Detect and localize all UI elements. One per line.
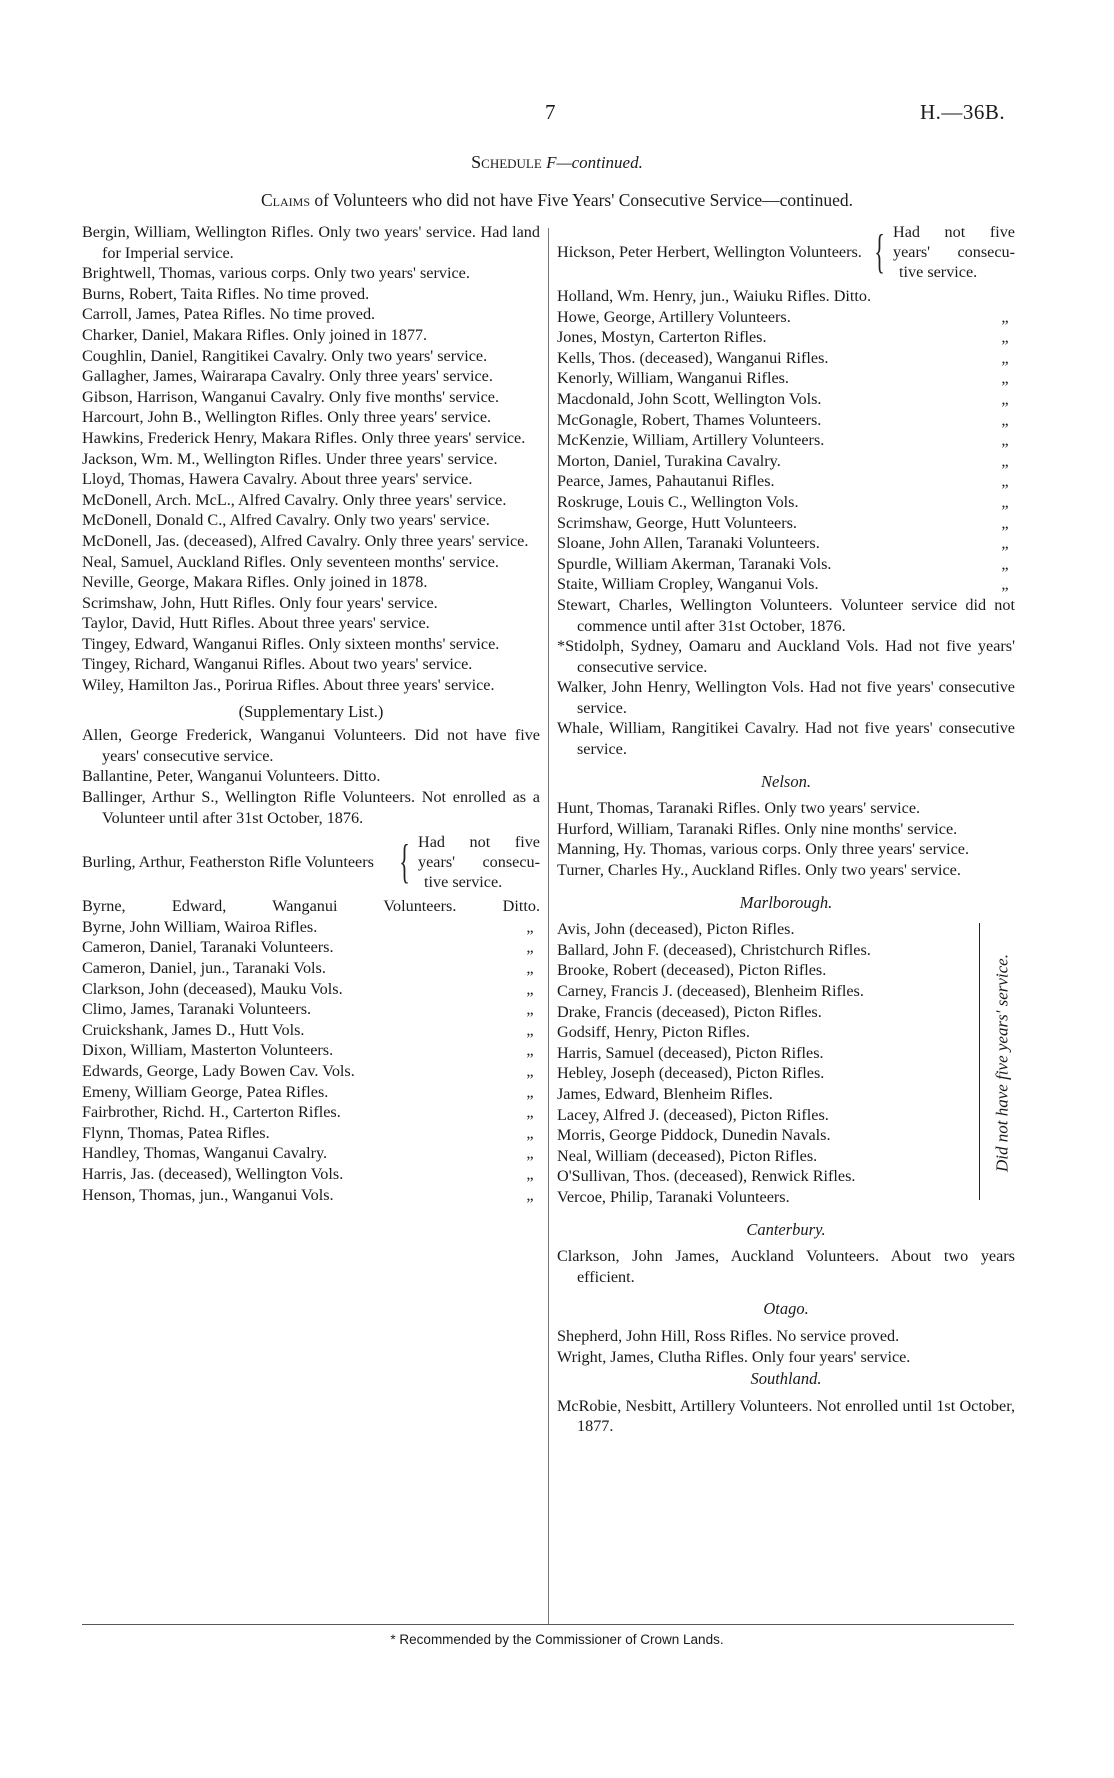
nelson-entry: Hurford, William, Taranaki Rifles. Only nine months' service. xyxy=(557,819,958,838)
ditto-mark: „ xyxy=(1001,389,1009,408)
ditto-mark: „ xyxy=(1001,410,1009,429)
supplementary-entry: Ballinger, Arthur S., Wellington Rifle Volunteers. Not enrolled as a Volunteer until after 31st October, 1876. xyxy=(82,788,540,827)
marlborough-entry: Brooke, Robert (deceased), Picton Rifles. xyxy=(557,961,827,980)
claim-entry: Burns, Robert, Taita Rifles. No time proved. xyxy=(82,284,370,303)
marlborough-entry: Lacey, Alfred J. (deceased), Picton Rifles. xyxy=(557,1105,829,1124)
ditto-entry-text: Roskruge, Louis C., Wellington Vols. xyxy=(557,492,799,511)
ditto-entry-text: Jones, Mostyn, Carterton Rifles. xyxy=(557,328,767,347)
claim-entry: Whale, William, Rangitikei Cavalry. Had not five years' consecutive service. xyxy=(557,719,1015,759)
marlborough-entry: James, Edward, Blenheim Rifles. xyxy=(557,1084,773,1103)
ditto-entry-text: McKenzie, William, Artillery Volunteers. xyxy=(557,431,825,450)
claim-entry: Tingey, Edward, Wanganui Rifles. Only sixteen months' service. xyxy=(82,634,500,653)
claim-entry: Gibson, Harrison, Wanganui Cavalry. Only five months' service. xyxy=(82,387,500,406)
ditto-mark: „ xyxy=(526,1000,534,1019)
claim-entry: Coughlin, Daniel, Rangitikei Cavalry. Only two years' service. xyxy=(82,346,488,365)
ditto-mark: „ xyxy=(526,1164,534,1183)
ditto-entry xyxy=(557,513,1015,534)
ditto-entry-text: Fairbrother, Richd. H., Carterton Rifles. xyxy=(82,1103,341,1122)
burling-note-line: years' consecu- xyxy=(418,853,540,872)
ditto-entry-text: Handley, Thomas, Wanganui Cavalry. xyxy=(82,1144,328,1163)
schedule-word: Schedule xyxy=(471,152,542,172)
right-column xyxy=(557,222,1015,1437)
claims-subtitle xyxy=(0,190,1114,211)
supplementary-entries-list xyxy=(82,725,540,828)
canterbury-entry: Clarkson, John James, Auckland Volunteers. About two years efficient. xyxy=(557,1247,1015,1286)
ditto-mark: „ xyxy=(1001,348,1009,367)
ditto-entry xyxy=(557,307,1015,328)
ditto-entry xyxy=(557,471,1015,492)
bottom-rule xyxy=(82,1624,1014,1625)
ditto-entry-text: Kells, Thos. (deceased), Wanganui Rifles. xyxy=(557,348,829,367)
ditto-mark: „ xyxy=(1001,307,1009,326)
ditto-entry xyxy=(82,979,540,1000)
claim-entry: Harcourt, John B., Wellington Rifles. Only three years' service. xyxy=(82,408,492,427)
ditto-mark: „ xyxy=(1001,492,1009,511)
marlborough-note xyxy=(991,919,1015,1207)
ditto-entry xyxy=(557,451,1015,472)
otago-entry: Shepherd, John Hill, Ross Rifles. No service proved. xyxy=(557,1326,900,1345)
ditto-entry xyxy=(82,999,540,1020)
ditto-entry xyxy=(557,574,1015,595)
ditto-entry-text: Morton, Daniel, Turakina Cavalry. xyxy=(557,451,781,470)
burling-note-line: tive service. xyxy=(424,873,503,892)
otago-entry: Wright, James, Clutha Rifles. Only four years' service. xyxy=(557,1347,911,1366)
hickson-name: Hickson, Peter Herbert, Wellington Volunteers. xyxy=(557,243,862,261)
ditto-mark: „ xyxy=(1001,575,1009,594)
ditto-mark: „ xyxy=(526,1123,534,1142)
ditto-entry xyxy=(82,1143,540,1164)
supplementary-entry: Allen, George Frederick, Wanganui Volunteers. Did not have five years' consecutive service. xyxy=(82,726,540,765)
claim-entry: Neville, George, Makara Rifles. Only joined in 1878. xyxy=(82,573,428,592)
page-number: 7 xyxy=(545,100,556,124)
claim-entry: Scrimshaw, John, Hutt Rifles. Only four years' service. xyxy=(82,593,438,612)
ditto-mark: „ xyxy=(1001,513,1009,532)
ditto-mark: „ xyxy=(1001,534,1009,553)
ditto-mark: „ xyxy=(526,1020,534,1039)
claim-entry: Taylor, David, Hutt Rifles. About three years' service. xyxy=(82,614,430,633)
ditto-entry-text: Byrne, John William, Wairoa Rifles. xyxy=(82,917,318,936)
ditto-entry xyxy=(82,1164,540,1185)
claim-entry: Jackson, Wm. M., Wellington Rifles. Under three years' service. xyxy=(82,449,498,468)
left-entries-list xyxy=(82,222,540,696)
ditto-entry xyxy=(557,348,1015,369)
claim-entry: Hawkins, Frederick Henry, Makara Rifles. Only three years' service. xyxy=(82,428,526,447)
ditto-entry xyxy=(557,533,1015,554)
ditto-entry-text: Sloane, John Allen, Taranaki Volunteers. xyxy=(557,534,820,553)
document-reference: H.—36B. xyxy=(920,100,1006,124)
nelson-heading: Nelson. xyxy=(761,771,811,791)
hickson-note-line: years' consecu- xyxy=(893,243,1015,261)
ditto-mark: „ xyxy=(1001,431,1009,450)
ditto-entry-text: Henson, Thomas, jun., Wanganui Vols. xyxy=(82,1185,334,1204)
claim-entry: Wiley, Hamilton Jas., Porirua Rifles. About three years' service. xyxy=(82,676,495,695)
claim-entry: McDonell, Jas. (deceased), Alfred Cavalry. Only three years' service. xyxy=(82,531,529,550)
marlborough-list xyxy=(557,919,969,1207)
canterbury-heading: Canterbury. xyxy=(746,1219,826,1239)
claims-word: Claims xyxy=(261,190,311,210)
burling-note xyxy=(418,832,540,892)
marlborough-entry: Harris, Samuel (deceased), Picton Rifles. xyxy=(557,1043,824,1062)
ditto-entry xyxy=(82,958,540,979)
right-after-list xyxy=(557,595,1015,760)
ditto-entry xyxy=(557,368,1015,389)
marlborough-entry: Avis, John (deceased), Picton Rifles. xyxy=(557,920,795,939)
marlborough-entry: Neal, William (deceased), Picton Rifles. xyxy=(557,1146,818,1165)
ditto-mark: „ xyxy=(526,938,534,957)
ditto-entry xyxy=(557,430,1015,451)
ditto-mark: „ xyxy=(526,1103,534,1122)
ditto-entry-text: Cameron, Daniel, jun., Taranaki Vols. xyxy=(82,959,326,977)
claim-entry: Walker, John Henry, Wellington Vols. Had not five years' consecutive service. xyxy=(557,678,1015,717)
ditto-entry xyxy=(557,554,1015,575)
brace-icon: { xyxy=(399,835,410,889)
claim-entry: Gallagher, James, Wairarapa Cavalry. Only three years' service. xyxy=(82,367,493,386)
southland-list xyxy=(557,1396,1015,1437)
southland-entry: McRobie, Nesbitt, Artillery Volunteers. Not enrolled until 1st October, 1877. xyxy=(557,1396,1015,1436)
burling-name: Burling, Arthur, Featherston Rifle Volunteers xyxy=(82,853,374,872)
marlborough-note-text: Did not have five years' service. xyxy=(992,954,1012,1173)
ditto-entry xyxy=(82,1061,540,1082)
hickson-note-line: tive service. xyxy=(899,263,978,281)
holland-entry: Holland, Wm. Henry, jun., Waiuku Rifles. Ditto. xyxy=(557,287,872,305)
nelson-entry: Turner, Charles Hy., Auckland Rifles. Only two years' service. xyxy=(557,861,961,880)
ditto-entry-text: Flynn, Thomas, Patea Rifles. xyxy=(82,1123,270,1142)
ditto-entry-text: Spurdle, William Akerman, Taranaki Vols. xyxy=(557,554,832,573)
marlborough-heading: Marlborough. xyxy=(739,892,833,912)
ditto-mark: „ xyxy=(526,917,534,936)
otago-list xyxy=(557,1326,1015,1367)
claim-entry: McDonell, Arch. McL., Alfred Cavalry. Only three years' service. xyxy=(82,490,507,509)
ditto-entry xyxy=(557,327,1015,348)
marlborough-entry: Ballard, John F. (deceased), Christchurch Rifles. xyxy=(557,940,871,959)
canterbury-list xyxy=(557,1246,1015,1287)
ditto-entry-text: Cruickshank, James D., Hutt Vols. xyxy=(82,1020,305,1039)
claim-entry: Bergin, William, Wellington Rifles. Only two years' service. Had land for Imperial service. xyxy=(82,223,540,262)
claim-entry: McDonell, Donald C., Alfred Cavalry. Only two years' service. xyxy=(82,511,490,530)
ditto-entry-text: Dixon, William, Masterton Volunteers. xyxy=(82,1041,334,1060)
hickson-entry xyxy=(557,222,1015,282)
left-column xyxy=(82,222,540,1205)
ditto-entry xyxy=(82,937,540,958)
ditto-entry-text: Emeny, William George, Patea Rifles. xyxy=(82,1082,329,1101)
ditto-entry-text: Staite, William Cropley, Wanganui Vols. xyxy=(557,575,819,594)
left-ditto-list xyxy=(82,917,540,1205)
burling-entry xyxy=(82,832,540,892)
ditto-entry xyxy=(557,492,1015,513)
ditto-entry-text: Howe, George, Artillery Volunteers. xyxy=(557,307,791,326)
claim-entry: Brightwell, Thomas, various corps. Only two years' service. xyxy=(82,264,470,283)
claim-entry: Lloyd, Thomas, Hawera Cavalry. About three years' service. xyxy=(82,470,473,489)
ditto-entry xyxy=(557,410,1015,431)
claims-rest: of Volunteers who did not have Five Years' Consecutive Service—continued. xyxy=(314,190,853,210)
ditto-mark: „ xyxy=(1001,451,1009,470)
marlborough-entry: Vercoe, Philip, Taranaki Volunteers. xyxy=(557,1187,790,1206)
ditto-entry-text: Kenorly, William, Wanganui Rifles. xyxy=(557,369,789,388)
marlborough-entry: O'Sullivan, Thos. (deceased), Renwick Rifles. xyxy=(557,1167,856,1186)
ditto-entry-text: Pearce, James, Pahautanui Rifles. xyxy=(557,472,775,491)
ditto-mark: „ xyxy=(526,959,534,977)
column-divider xyxy=(548,228,549,1624)
claim-entry: Carroll, James, Patea Rifles. No time proved. xyxy=(82,305,376,324)
ditto-entry xyxy=(82,1185,540,1206)
ditto-mark: „ xyxy=(526,979,534,998)
ditto-entry xyxy=(82,1102,540,1123)
marlborough-entry: Carney, Francis J. (deceased), Blenheim Rifles. xyxy=(557,982,864,1000)
marlborough-entry: Morris, George Piddock, Dunedin Navals. xyxy=(557,1126,831,1145)
supplementary-heading: (Supplementary List.) xyxy=(238,701,384,721)
burling-note-line: Had not five xyxy=(418,833,540,852)
ditto-entry-text: Scrimshaw, George, Hutt Volunteers. xyxy=(557,513,797,532)
ditto-mark: „ xyxy=(526,1061,534,1080)
marlborough-entry: Godsiff, Henry, Picton Rifles. xyxy=(557,1023,750,1042)
ditto-entry-text: Clarkson, John (deceased), Mauku Vols. xyxy=(82,979,343,998)
ditto-entry xyxy=(557,389,1015,410)
ditto-entry-text: Cameron, Daniel, Taranaki Volunteers. xyxy=(82,938,334,957)
byrne-edward-entry: Byrne, Edward, Wanganui Volunteers. Ditto. xyxy=(82,897,540,916)
marlborough-entry: Drake, Francis (deceased), Picton Rifles. xyxy=(557,1002,822,1021)
ditto-entry-text: Edwards, George, Lady Bowen Cav. Vols. xyxy=(82,1061,355,1080)
hickson-note-line: Had not five xyxy=(893,223,1015,241)
claim-entry: Tingey, Richard, Wanganui Rifles. About two years' service. xyxy=(82,655,473,674)
claim-entry: Stewart, Charles, Wellington Volunteers. Volunteer service did not commence until after 31st October, 1876. xyxy=(557,595,1015,635)
ditto-entry-text: Harris, Jas. (deceased), Wellington Vols. xyxy=(82,1164,344,1183)
ditto-mark: „ xyxy=(526,1082,534,1101)
ditto-mark: „ xyxy=(526,1185,534,1204)
nelson-entry: Manning, Hy. Thomas, various corps. Only three years' service. xyxy=(557,840,969,859)
claim-entry: Neal, Samuel, Auckland Rifles. Only seventeen months' service. xyxy=(82,552,499,571)
ditto-mark: „ xyxy=(526,1144,534,1163)
ditto-mark: „ xyxy=(1001,328,1009,347)
ditto-mark: „ xyxy=(1001,369,1009,388)
otago-heading: Otago. xyxy=(763,1299,809,1319)
footnote: * Recommended by the Commissioner of Crown Lands. xyxy=(390,1632,724,1647)
ditto-entry xyxy=(82,1020,540,1041)
ditto-mark: „ xyxy=(1001,554,1009,573)
ditto-entry xyxy=(82,917,540,938)
ditto-mark: „ xyxy=(1001,472,1009,491)
large-brace-icon xyxy=(969,919,991,1207)
nelson-list xyxy=(557,798,1015,880)
claim-entry: *Stidolph, Sydney, Oamaru and Auckland Vols. Had not five years' consecutive service. xyxy=(557,637,1015,676)
schedule-title xyxy=(0,152,1114,173)
ditto-entry xyxy=(82,1123,540,1144)
supplementary-entry: Ballantine, Peter, Wanganui Volunteers. Ditto. xyxy=(82,767,381,786)
schedule-suffix: F—continued. xyxy=(546,153,643,172)
ditto-entry-text: Climo, James, Taranaki Volunteers. xyxy=(82,1000,312,1019)
marlborough-block xyxy=(557,919,1015,1207)
nelson-entry: Hunt, Thomas, Taranaki Rifles. Only two years' service. xyxy=(557,799,921,818)
southland-heading: Southland. xyxy=(750,1369,822,1389)
ditto-mark: „ xyxy=(526,1041,534,1060)
ditto-entry xyxy=(82,1082,540,1103)
hickson-note xyxy=(893,222,1015,282)
ditto-entry-text: McGonagle, Robert, Thames Volunteers. xyxy=(557,410,822,429)
ditto-entry xyxy=(82,1040,540,1061)
claim-entry: Charker, Daniel, Makara Rifles. Only joined in 1877. xyxy=(82,325,428,344)
marlborough-entry: Hebley, Joseph (deceased), Picton Rifles. xyxy=(557,1064,825,1083)
brace-icon: { xyxy=(874,225,885,278)
ditto-entry-text: Macdonald, John Scott, Wellington Vols. xyxy=(557,389,822,408)
right-ditto-list xyxy=(557,307,1015,595)
